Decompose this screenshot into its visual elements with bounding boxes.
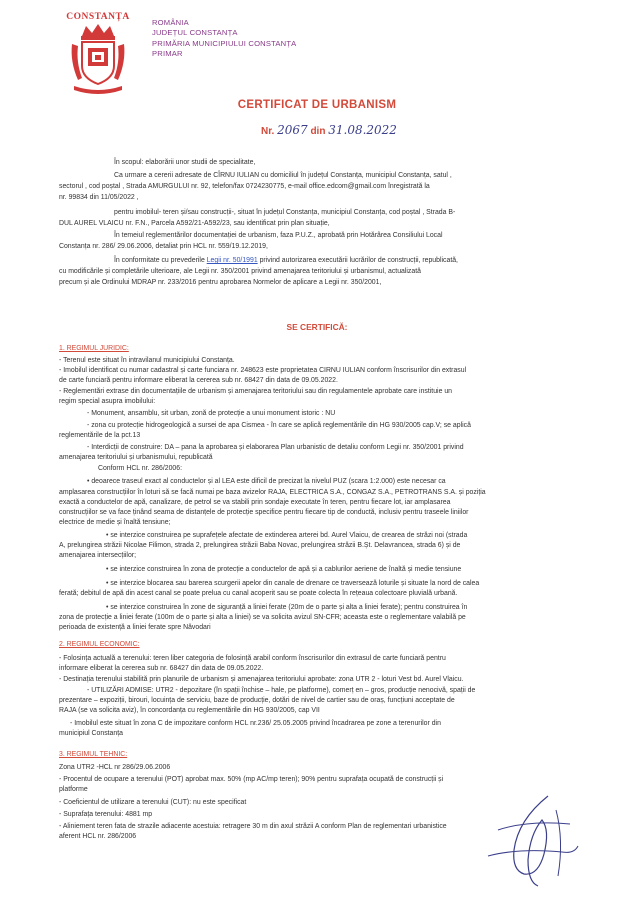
sec3-line: Zona UTR2 -HCL nr 286/29.06.2006 [59, 764, 171, 771]
sec3-line: - Procentul de ocupare a terenului (POT) aprobat max. 50% (mp AC/mp teren); 90% pentru suprafața ocupată de construcții și [59, 776, 444, 783]
header-line-country: ROMÂNIA [152, 18, 189, 27]
sec1-line: reglementările de la pct.13 [59, 432, 141, 439]
sec1-line: - Interdicții de construire: DA – pana la aprobarea și elaborarea Plan urbanistic de detaliu conform Legii nr. 350/2001 privind [87, 444, 464, 451]
number-mid: din [310, 126, 326, 137]
header-line-mayor: PRIMAR [152, 49, 183, 59]
number-date: 31.08.2022 [328, 123, 397, 137]
sec3-line: platforme [59, 786, 88, 793]
sec2-line: - UTILIZĂRI ADMISE: UTR2 - depozitare (în spații închise – hale, pe platforme), comerț en – gros, producție nenocivă, spații de [87, 687, 476, 694]
sec1-line: amenajarea intersecțiilor; [59, 552, 136, 559]
intro-law-prefix: În conformitate cu prevederile [114, 257, 205, 264]
intro-line: sectorul , cod poștal , Strada AMURGULUI nr. 92, telefon/fax 0724230775, e-mail office.edcom@gmail.com înregistrată la [59, 183, 430, 190]
sec1-line: electrice de medie și înaltă tensiune; [59, 519, 171, 526]
sec2-line: RAJA (se va solicita aviz), în concordanța cu reglementările din HG 930/2005, cap VII [59, 707, 320, 714]
constanta-crest-logo [62, 12, 134, 96]
sec2-line: - Folosința actuală a terenului: teren liber categoria de folosință arabil conform înscrisurilor din extrasul de carte funciară pentru [59, 655, 446, 662]
sec1-line: amplasarea construcțiilor în loturi să se facă numai pe baza avizelor RAJA, ELECTRICA S.A., CONGAZ S.A., PETROTRANS S.A. și poziția [59, 489, 486, 496]
number-prefix: Nr. [261, 126, 275, 137]
signature-icon [478, 790, 588, 890]
header-line-county: JUDEȚUL CONSTANȚA [152, 28, 238, 38]
sec3-line: - Aliniement teren fata de strazile adiacente acestuia: retragere 30 m din axul străzii A conform Plan de reglementari urbanistice [59, 823, 447, 830]
sec1-line: A, prelungirea străzii Nicolae Filimon, strada 2, prelungirea străzii Baba Novac, prelungirea străzii B.Șt. Delavrancea, strada 6) și de [59, 542, 461, 549]
sec1-line: • se interzice construirea pe suprafețele afectate de extinderea arterei bd. Aurel Vlaicu, de crearea de străzi noi (strada [106, 532, 468, 539]
sec1-line: - Imobilul identificat cu numar cadastral și carte funciara nr. 248623 este proprietatea CIRNU IULIAN conform înscrisurilor din extrasul [59, 367, 467, 374]
intro-line: nr. 99834 din 11/05/2022 , [59, 194, 139, 201]
sec3-line: - Coeficientul de utilizare a terenului (CUT): nu este specificat [59, 799, 247, 806]
header-line-city-hall: PRIMĂRIA MUNICIPIULUI CONSTANȚA [152, 38, 297, 48]
sec1-line: amenajarea teritoriului și urbanismului, republicată [59, 454, 213, 461]
sec1-line: Conform HCL nr. 286/2006: [98, 465, 183, 472]
sec1-line: • deoarece traseul exact al conductelor și al LEA este dificil de precizat la nivelul PUZ (scara 1:2.000) este necesar ca [87, 478, 446, 485]
section-title-regim-juridic: 1. REGIMUL JURIDIC: [59, 345, 129, 352]
sec1-line: de carte funciară pentru informare eliberat la cererea sub nr. 68427 din data de 09.05.2022. [59, 377, 338, 384]
crest-title: CONSTANȚA [66, 12, 130, 22]
sec1-line: - Terenul este situat în intravilanul municipiului Constanța. [59, 357, 235, 364]
sec1-line: • se interzice construirea în zona de protecție a conductelor de apă și a cablurilor aeriene de înaltă și medie tensiune [106, 566, 462, 573]
intro-line: Ca urmare a cererii adresate de CÎRNU IULIAN cu domiciliul în județul Constanța, municipiul Constanța, satul , [114, 172, 452, 179]
section-title-regim-economic: 2. REGIMUL ECONOMIC: [59, 641, 140, 648]
intro-line: precum și ale Ordinului MDRAP nr. 233/2016 pentru aprobarea Normelor de aplicare a Legii nr. 350/2001, [59, 279, 382, 286]
sec1-line: - Reglementări extrase din documentațiile de urbanism și amenajarea teritoriului sau din regulamentele aprobate care instituie un [59, 388, 452, 395]
intro-line [114, 256, 458, 265]
sec1-line: - zona cu protecție hidrogeologică a sursei de apa Cismea - în care se aplică reglementările din HG 930/2005 cap.V; se aplică [87, 422, 471, 429]
sec2-line: informare eliberat la cererea sub nr. 68427 din data de 09.05.2022. [59, 665, 264, 672]
sec1-line: construcțiilor se va face ținând seama de distanțele de protecție specifice pentru fiecare tip de conductă, inclusiv pentru traseele liniilor [59, 509, 469, 516]
institution-header [152, 18, 296, 60]
certificate-number [261, 123, 397, 137]
document-title: CERTIFICAT DE URBANISM [237, 99, 397, 111]
sec2-line: prezentare – expoziții, birouri, locuința de serviciu, baze de producție, dotări de nivel de cartier sau de oraș, funcțiuni acceptate de [59, 697, 455, 704]
law-50-1991-link[interactable]: Legii nr. 50/1991 [206, 257, 258, 264]
sec2-line: - Destinația terenului stabilită prin planurile de urbanism și amenajarea teritoriului aprobate: zona UTR 2 - loturi Vest bd. Aurel Vlaicu. [59, 676, 464, 683]
intro-line: pentru imobilul- teren și/sau construcții-, situat în județul Constanța, municipiul Constanța, cod poștal , Strada B- [114, 209, 456, 216]
sec1-line: ferată; debitul de apă din acest canal se poate prelua cu canal acoperit sau se poate colecta în rețeaua colectoare pluvială urbană. [59, 590, 458, 597]
intro-law-suffix: privind autorizarea executării lucrărilor de construcții, republicată, [257, 257, 458, 264]
intro-line: În temeiul reglementărilor documentației de urbanism, faza P.U.Z., aprobată prin Hotărârea Consiliului Local [114, 232, 443, 239]
sec3-line: - Suprafața terenului: 4881 mp [59, 811, 153, 818]
sec1-line: - Monument, ansamblu, sit urban, zonă de protecție a unui monument istoric : NU [87, 410, 336, 417]
sec3-line: aferent HCL nr. 286/2006 [59, 833, 137, 840]
coat-of-arms-icon [68, 22, 128, 96]
intro-line: În scopul: elaborării unor studii de specialitate, [114, 159, 256, 166]
intro-line: DUL AUREL VLAICU nr. F.N., Parcela A592/21-A592/23, sau identificat prin plan situație, [59, 220, 330, 227]
section-title-regim-tehnic: 3. REGIMUL TEHNIC: [59, 751, 128, 758]
sec1-line: • se interzice construirea în zone de siguranță a liniei ferate (20m de o parte și alta a liniei ferate); pentru construirea în [106, 604, 468, 611]
number-value: 2067 [277, 123, 308, 137]
sec2-line: - Imobilul este situat în zona C de impozitare conform HCL nr.236/ 25.05.2005 privind încadrarea pe zone a terenurilor din [70, 720, 441, 727]
sec1-line: regim special asupra imobilului: [59, 398, 156, 405]
sec1-line: • se interzice blocarea sau barerea scurgerii apelor din canale de drenare ce traversează loturile și situate la nord de calea [106, 580, 480, 587]
intro-line: Constanța nr. 286/ 29.06.2006, detaliat prin HCL nr. 559/19.12.2019, [59, 243, 268, 250]
sec1-line: zona de protecție a liniei ferate (100m de o parte și alta a liniei) se va solicita avizul SN-CFR; aceasta este o reglementare valabilă pe [59, 614, 466, 621]
intro-line: cu modificările și completările ulterioare, ale Legii nr. 350/2001 privind amenajarea teritoriului și urbanismul, actualizată [59, 268, 421, 275]
sec2-line: municipiul Constanța [59, 730, 123, 737]
sec1-line: exactă a conductelor de apă, canalizare, de petrol se va stabili prin sondaje executate în teren, pentru fiecare lot, iar amplasarea [59, 499, 451, 506]
se-certifica-heading: SE CERTIFICĂ: [286, 322, 348, 332]
sec1-line: perioada de existență a liniei ferate spre Năvodari [59, 624, 211, 631]
